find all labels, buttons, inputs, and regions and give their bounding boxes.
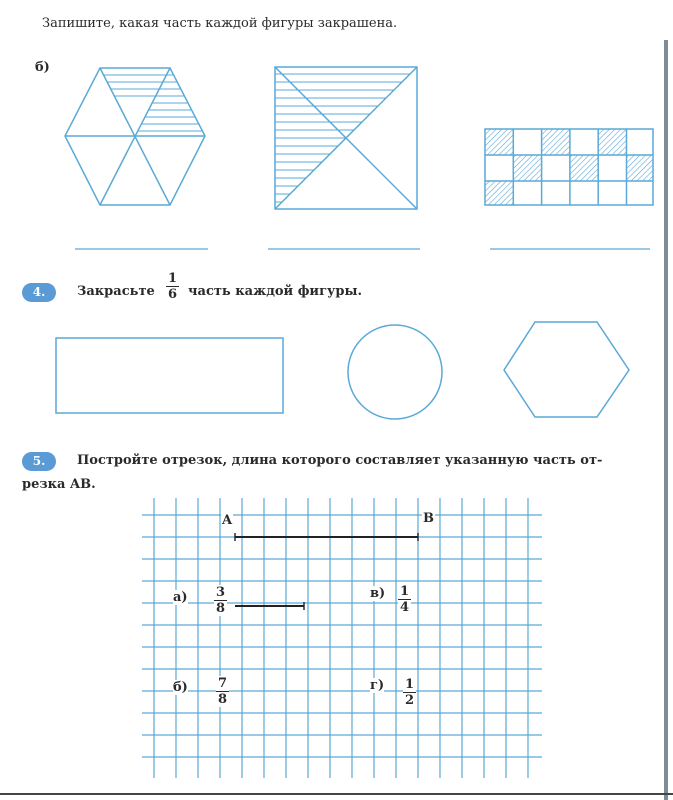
item-a-den: 8 bbox=[216, 601, 226, 616]
item-g-den: 2 bbox=[405, 693, 415, 708]
item-b-num: 7 bbox=[218, 676, 228, 691]
task5-number-badge: 5. bbox=[22, 452, 56, 471]
task4-text-after: часть каждой фигуры. bbox=[188, 284, 363, 299]
item-b-den: 8 bbox=[218, 692, 228, 707]
item-a-label: а) bbox=[173, 590, 188, 605]
task4-hexagon bbox=[502, 320, 632, 420]
task5-grid bbox=[142, 498, 542, 783]
grid-shaded-figure bbox=[482, 126, 657, 211]
item-v-den: 4 bbox=[400, 600, 410, 615]
hexagon-hatch bbox=[50, 75, 220, 131]
task4-rectangle bbox=[54, 336, 286, 416]
point-a-label: A bbox=[222, 513, 233, 528]
item-g-num: 1 bbox=[405, 677, 415, 692]
bottom-rule bbox=[0, 793, 673, 795]
answer-lines bbox=[0, 245, 673, 255]
task4-text-before: Закрасьте bbox=[77, 284, 155, 299]
item-v-fraction bbox=[398, 584, 411, 615]
task4-circle bbox=[346, 323, 446, 423]
grid-horizontal-lines bbox=[142, 515, 542, 757]
item-v-num: 1 bbox=[400, 584, 410, 599]
item-b-fraction bbox=[216, 676, 229, 707]
item-g-fraction bbox=[403, 677, 416, 708]
task4-number-badge: 4. bbox=[22, 283, 56, 302]
item-a-num: 3 bbox=[216, 585, 226, 600]
task5-line2: резка AB. bbox=[22, 477, 96, 492]
page-edge bbox=[664, 40, 668, 800]
square-shaded-figure bbox=[272, 64, 422, 214]
item-a-fraction bbox=[214, 585, 227, 616]
item-b-label: б) bbox=[173, 680, 188, 695]
task4-fraction-den: 6 bbox=[168, 287, 178, 302]
task3-instruction: Запишите, какая часть каждой фигуры закрашена. bbox=[42, 16, 398, 31]
grid-vertical-lines bbox=[154, 498, 528, 778]
item-g-label: г) bbox=[370, 678, 385, 693]
task4-fraction bbox=[166, 271, 179, 302]
task3-sub-label: б) bbox=[35, 60, 50, 75]
task5-line1: Постройте отрезок, длина которого составляет указанную часть от- bbox=[77, 453, 603, 468]
hexagon-shaded-figure bbox=[50, 65, 220, 215]
point-b-label: B bbox=[423, 511, 434, 526]
item-v-label: в) bbox=[370, 586, 386, 601]
task4-fraction-num: 1 bbox=[168, 271, 178, 286]
